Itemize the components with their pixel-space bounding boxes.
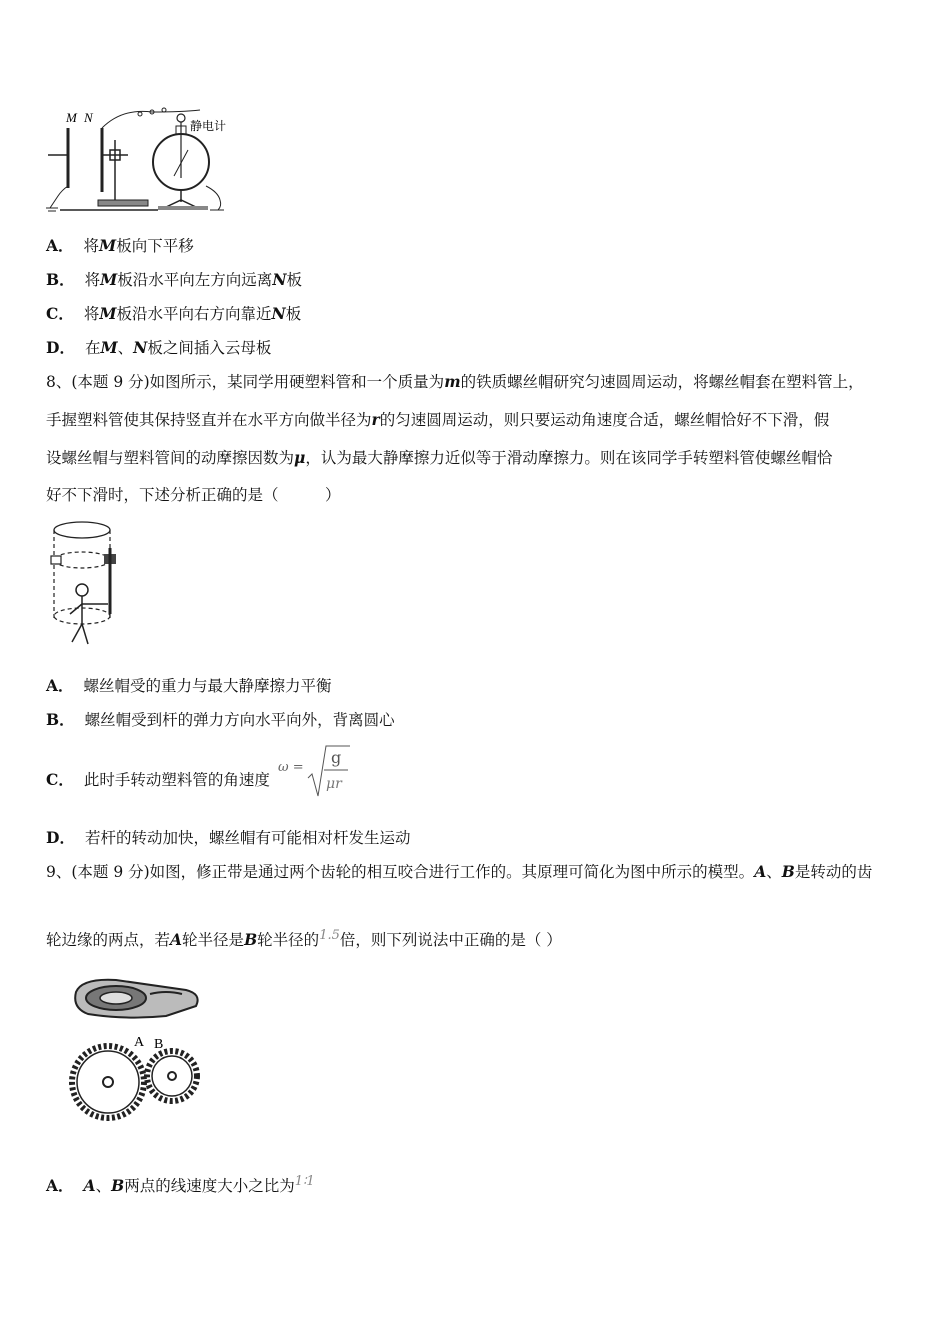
text: 板向下平移 — [116, 237, 194, 255]
option-letter: A． — [46, 1176, 74, 1196]
text: 、 — [766, 863, 782, 881]
var-n: N — [271, 304, 286, 323]
var-a: A — [754, 862, 767, 881]
var-b: B — [244, 930, 258, 950]
q7-option-b — [46, 270, 302, 290]
var-m: m — [444, 372, 461, 391]
text: 轮半径的 — [257, 931, 320, 950]
q8-stem-line4 — [46, 485, 341, 505]
text: 的匀速圆周运动，则只要运动角速度合适，螺丝帽恰好不下滑，假 — [379, 411, 830, 429]
text: 板沿水平向左方向远离 — [117, 271, 273, 289]
text: 、 — [117, 339, 134, 357]
q7-option-d — [46, 338, 271, 358]
text: 是转动的齿 — [794, 863, 873, 881]
gear-label-a: A — [134, 1035, 145, 1050]
formula-numerator: g — [331, 748, 342, 767]
var-a: A — [170, 930, 183, 950]
text: 轮半径是 — [182, 931, 245, 950]
text: 手握塑料管使其保持竖直并在水平方向做半径为 — [46, 411, 372, 429]
text: 此时手转动塑料管的角速度 — [83, 771, 270, 789]
option-letter: D． — [46, 338, 75, 357]
text: 螺丝帽受到杆的弹力方向水平向外，背离圆心 — [84, 711, 395, 729]
var-a: A — [83, 1176, 96, 1196]
q8-stem-line1 — [46, 372, 864, 392]
label-n: N — [84, 110, 93, 125]
text: 将 — [84, 271, 101, 289]
q8-stem-line2 — [46, 410, 829, 430]
label-m: M — [66, 110, 77, 125]
q9-stem-line2 — [46, 926, 562, 950]
ratio-value: 1∶1 — [294, 1174, 315, 1189]
q8-option-a — [46, 676, 332, 696]
var-m: M — [100, 338, 118, 357]
q8-option-d — [46, 828, 410, 848]
option-letter: B． — [46, 270, 75, 289]
text: 板 — [286, 271, 302, 289]
q7-option-c — [46, 304, 301, 324]
gear-label-b: B — [154, 1037, 164, 1052]
option-letter: B． — [46, 710, 75, 729]
text: 两点的线速度大小之比为 — [124, 1177, 295, 1196]
option-letter: C． — [46, 770, 74, 789]
formula-denominator: μr — [326, 776, 342, 792]
text: 若杆的转动加快，螺丝帽有可能相对杆发生运动 — [84, 829, 411, 847]
option-letter: C． — [46, 304, 74, 323]
text: 设螺丝帽与塑料管间的动摩擦因数为 — [46, 449, 295, 467]
text: 9、(本题 9 分)如图，修正带是通过两个齿轮的相互咬合进行工作的。其原理可简化为图中所示的模型。 — [46, 863, 755, 881]
text: 、 — [95, 1177, 112, 1196]
formula-omega: ω = — [278, 760, 304, 775]
text: 在 — [84, 339, 101, 357]
q9-option-a — [46, 1172, 315, 1196]
var-n: N — [272, 270, 287, 289]
var-b: B — [111, 1176, 125, 1196]
var-m: M — [99, 236, 117, 255]
ratio-value: 1.5 — [319, 928, 340, 943]
q8-option-b — [46, 710, 395, 730]
q9-stem-line1 — [46, 862, 872, 882]
option-letter: A． — [46, 676, 74, 695]
option-letter: A． — [46, 236, 74, 255]
option-letter: D． — [46, 828, 75, 847]
text: 将 — [83, 305, 100, 323]
text: ，认为最大静摩擦力近似等于滑动摩擦力。则在该同学手转塑料管使螺丝帽恰 — [305, 449, 833, 467]
var-n: N — [133, 338, 148, 357]
omega-formula — [278, 744, 358, 800]
text: 板沿水平向右方向靠近 — [116, 305, 272, 323]
var-m: M — [100, 270, 118, 289]
gears-figure — [66, 972, 216, 1122]
rotating-tube-figure — [46, 518, 126, 656]
text: 螺丝帽受的重力与最大静摩擦力平衡 — [83, 677, 332, 695]
q7-option-a — [46, 236, 194, 256]
label-meter: 静电计 — [190, 119, 227, 133]
var-r: r — [371, 410, 380, 429]
text: 的铁质螺丝帽研究匀速圆周运动，将螺丝帽套在塑料管上， — [460, 373, 864, 391]
text: 将 — [83, 237, 100, 255]
text: 板之间插入云母板 — [147, 339, 272, 357]
electrometer-figure — [40, 100, 240, 216]
text: 8、(本题 9 分)如图所示，某同学用硬塑料管和一个质量为 — [46, 373, 445, 391]
text: 板 — [285, 305, 302, 323]
q8-option-c — [46, 770, 270, 790]
var-m: M — [99, 304, 117, 323]
q8-stem-line3 — [46, 448, 832, 468]
text: 好不下滑时，下述分析正确的是（ ） — [46, 486, 341, 504]
var-mu: μ — [294, 448, 306, 467]
text: 轮边缘的两点，若 — [46, 931, 171, 950]
var-b: B — [781, 862, 795, 881]
text: 倍，则下列说法中正确的是（ ） — [339, 931, 562, 950]
